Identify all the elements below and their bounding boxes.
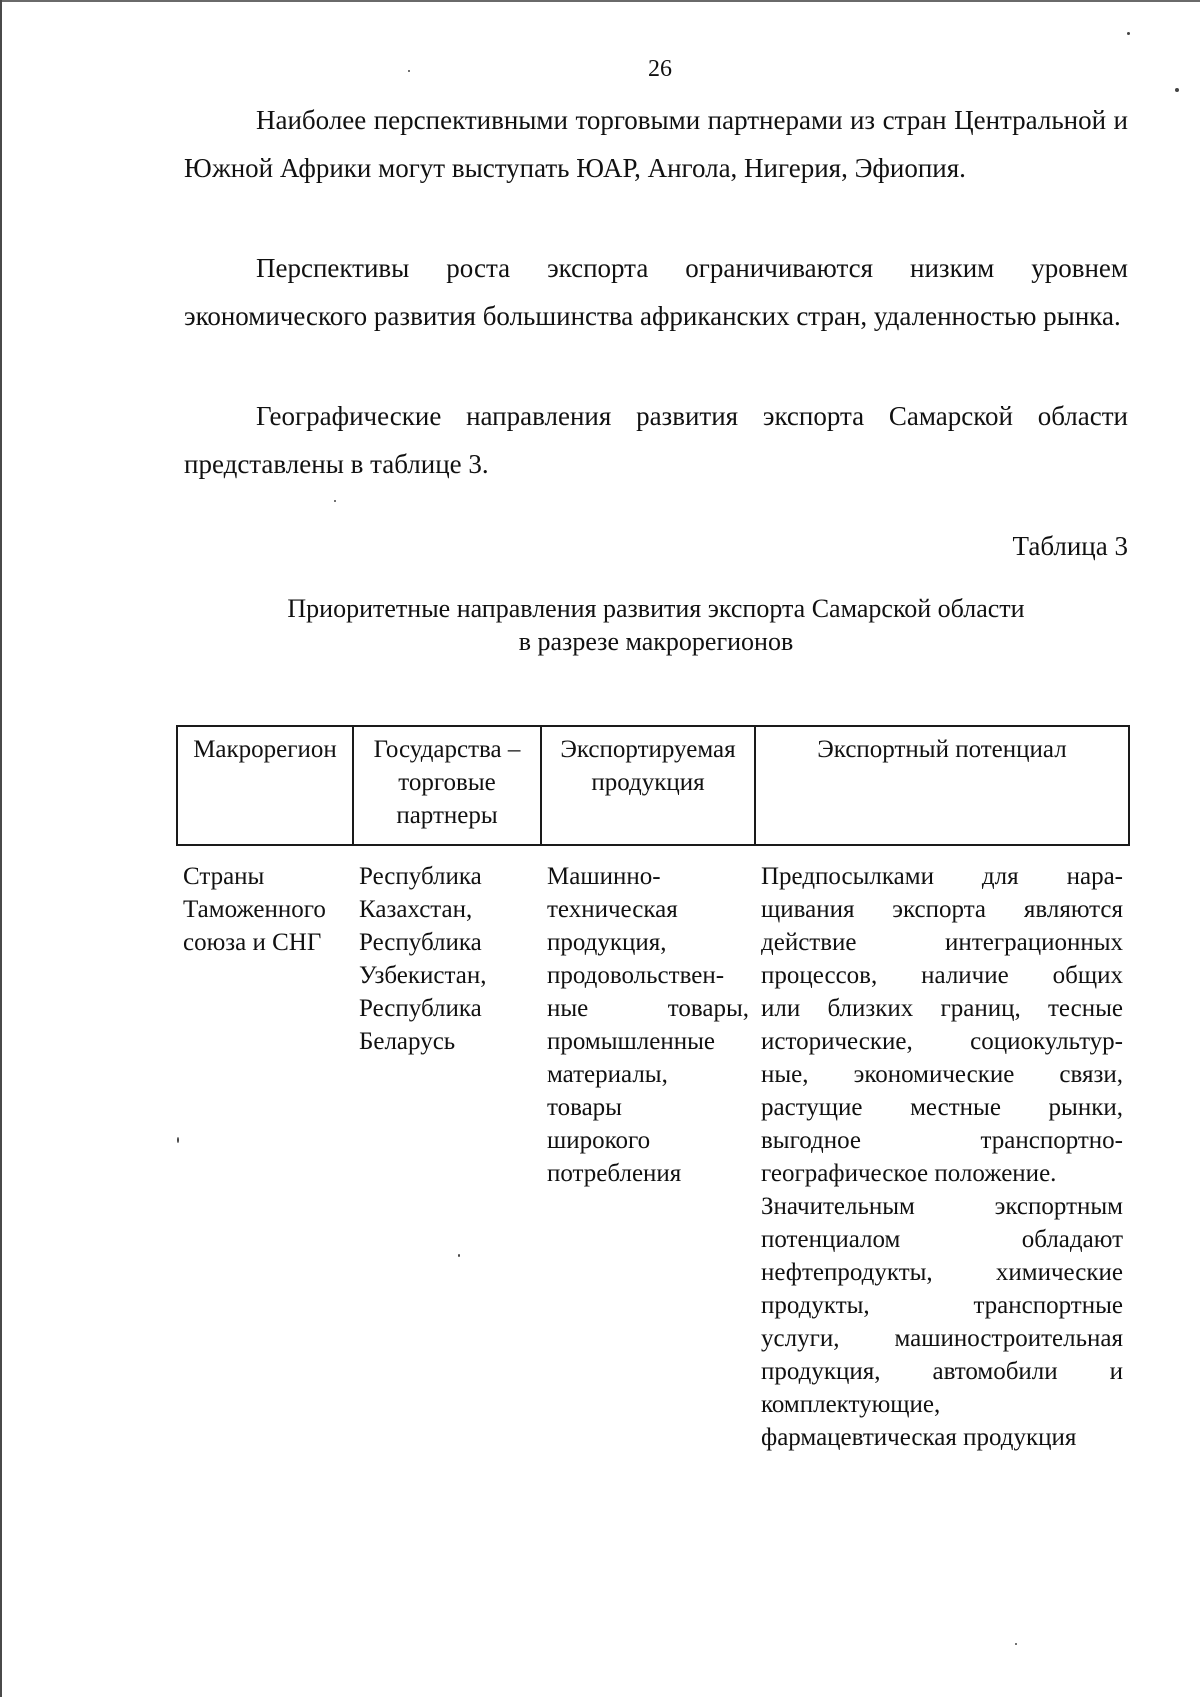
paragraph-3 [184,392,1128,488]
table-row [177,860,1129,1454]
scan-edge-top [0,0,1200,2]
scan-speck [1127,32,1130,35]
scan-speck [1015,1643,1017,1645]
paragraph-3-text: Географические направления развития экспорта Самарской области представлены в таблице 3. [184,401,1128,479]
cell-region: Страны Таможенного союза и СНГ [183,863,326,956]
paragraph-1 [184,96,1128,192]
paragraph-1-text: Наиболее перспективными торговыми партнерами из стран Центральной и Южной Африки могут выступать ЮАР, Ангола, Нигерия, Эфиопия. [184,105,1128,183]
header-products: Экспортируемая продукция [541,726,755,845]
cell-products: Машинно- техническая продукция, продовольствен- ные товары, промышленные материалы, товары широкого потребления [547,863,749,1187]
header-potential: Экспортный потенциал [755,726,1129,845]
table-label: Таблица 3 [1012,531,1128,561]
table-caption [184,592,1128,658]
scan-edge-left [0,0,2,1697]
header-region: Макрорегион [177,726,353,845]
export-directions-table [176,725,1130,1454]
cell-potential: Предпосылками для нара- щивания экспорта являются действие интеграционных процессов, наличие общих или близких границ, тесные исторические, социокультур- ные, экономические связи, растущие местные рынки, выгодное транспортно- географическое положение. Значительным экспортным потенциалом обладают нефтепродукты, химические продукты, транспортные услуги, машиностроительная продукция, автомобили и комплектующие, фармацевтическая продукция [761,863,1123,1451]
page-number: 26 [648,56,672,82]
scan-speck [334,500,336,502]
scan-speck [1175,88,1179,92]
paragraph-2-text: Перспективы роста экспорта ограничиваются низким уровнем экономического развития большинства африканских стран, удаленностью рынка. [184,253,1128,331]
header-states: Государства – торговые партнеры [353,726,541,845]
table-spacer [177,845,1129,860]
table-caption-line-2: в разрезе макрорегионов [518,627,794,656]
cell-states: Республика Казахстан, Республика Узбекистан, Республика Беларусь [359,863,487,1055]
table-caption-line-1: Приоритетные направления развития экспорта Самарской области [287,594,1025,623]
paragraph-2 [184,244,1128,340]
table-header-row [177,726,1129,845]
